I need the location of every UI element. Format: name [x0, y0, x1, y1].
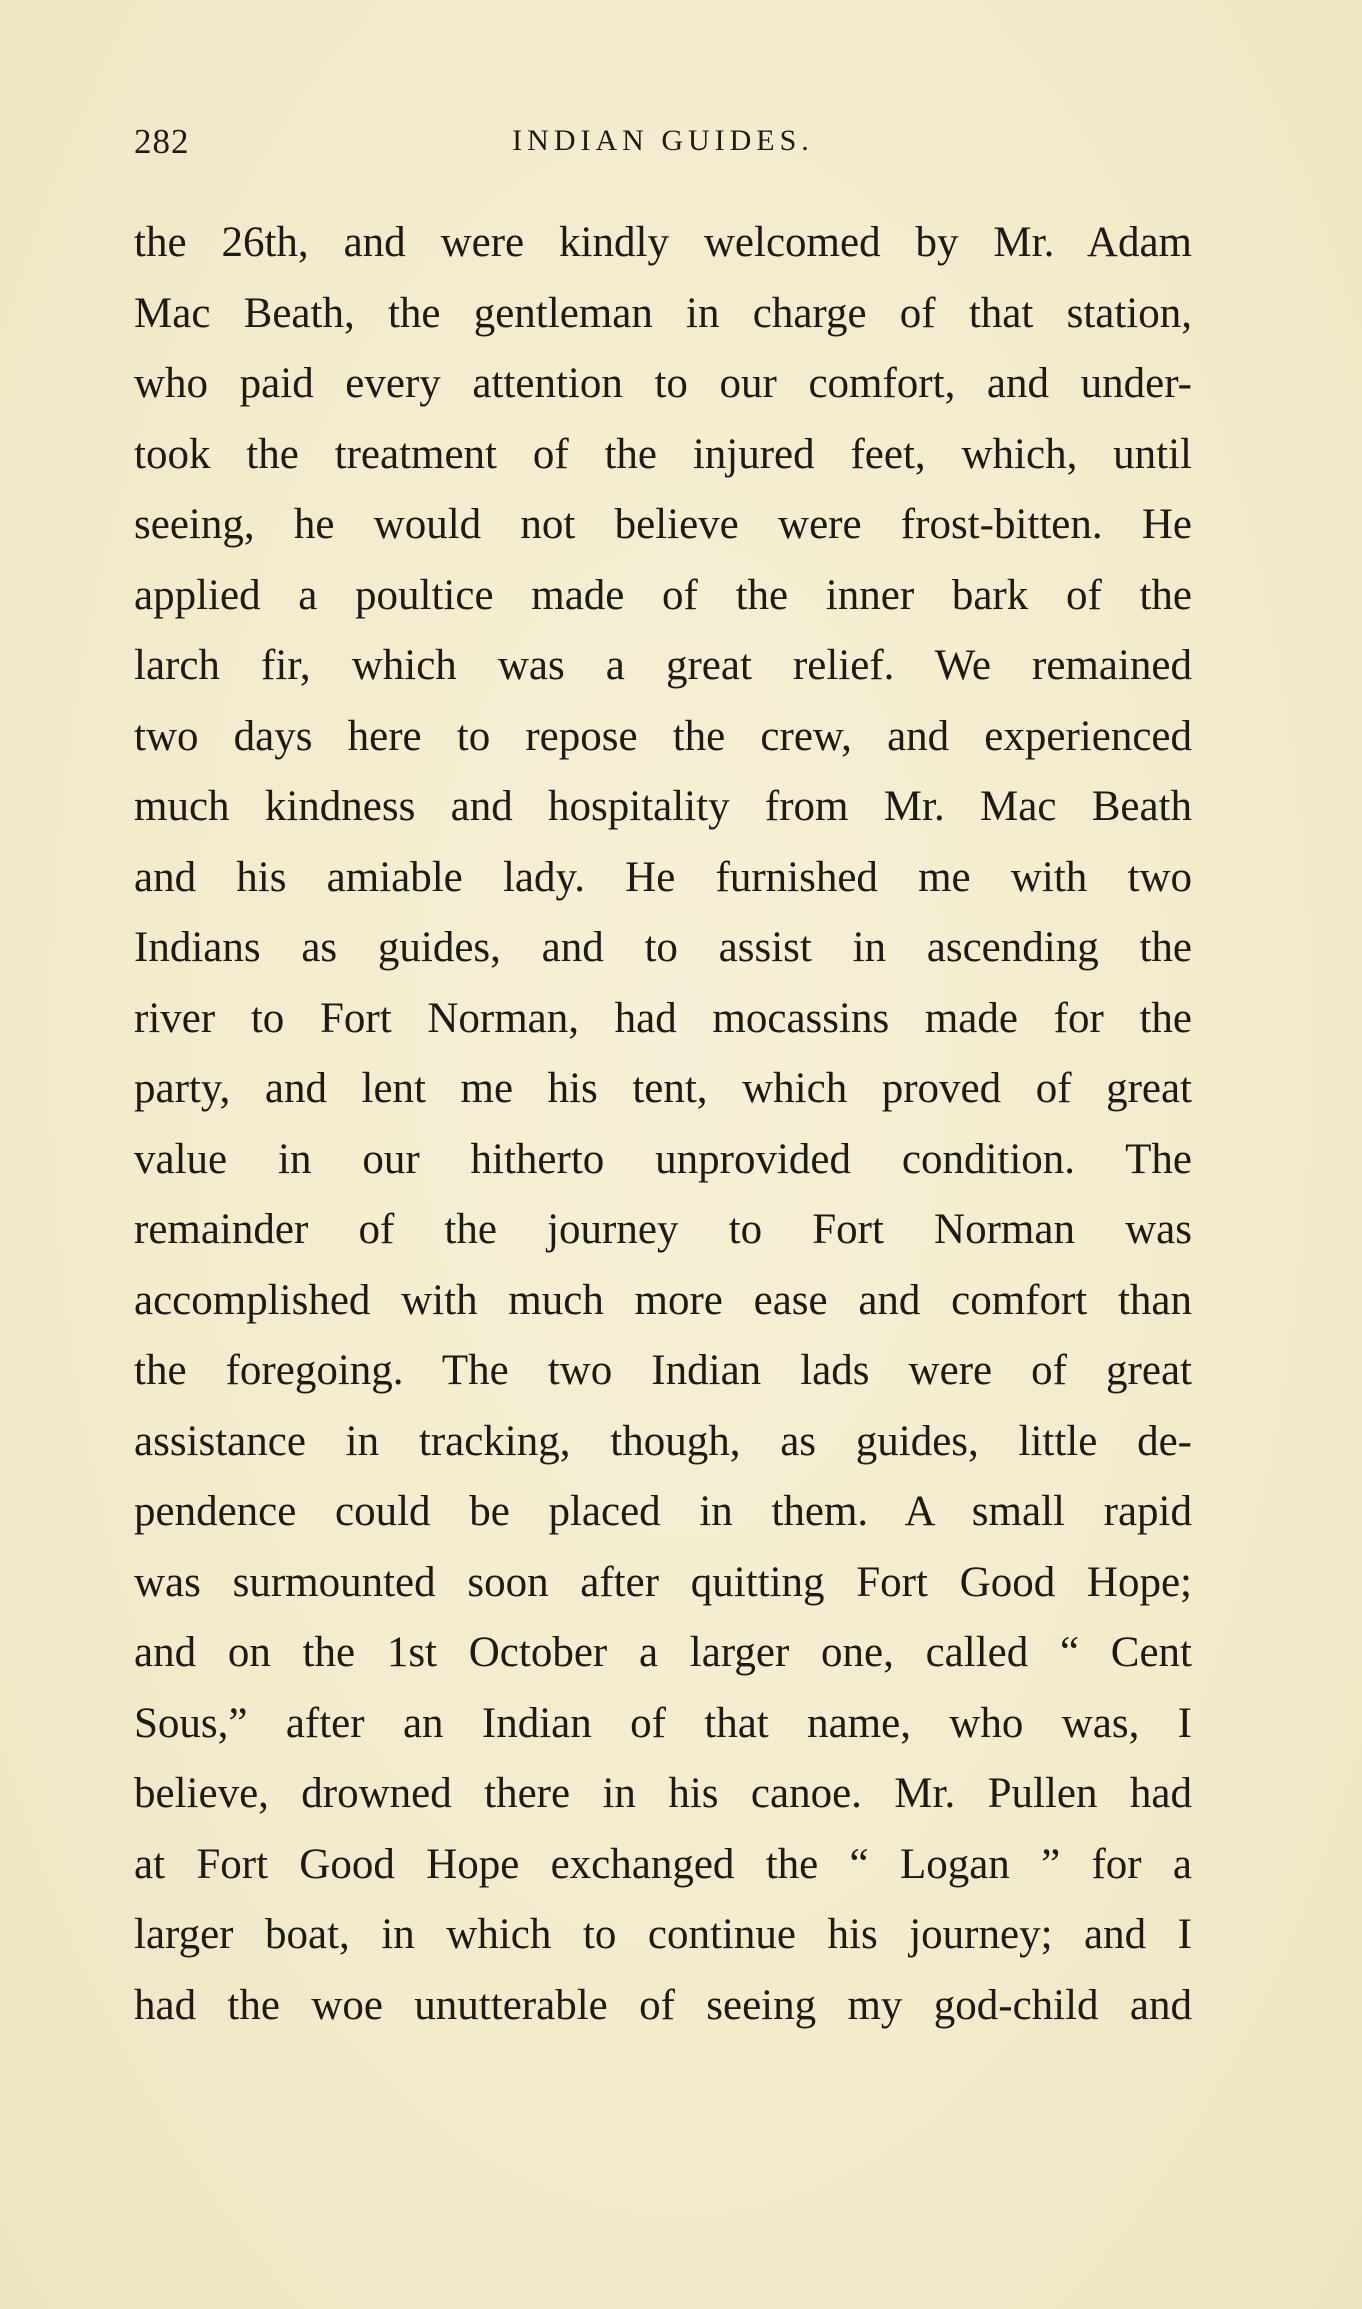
text-line: remainder of the journey to Fort Norman was	[134, 1206, 1192, 1253]
text-line: had the woe unutterable of seeing my god-child and	[134, 1981, 1192, 2029]
text-line: party, and lent me his tent, which proved of great	[134, 1065, 1192, 1112]
body-text	[134, 208, 1192, 2041]
text-line: applied a poultice made of the inner bark of the	[134, 571, 1192, 619]
text-line: Indians as guides, and to assist in ascending the	[134, 924, 1192, 971]
text-line: pendence could be placed in them. A small rapid	[134, 1488, 1192, 1535]
text-line: value in our hitherto unprovided condition. The	[134, 1135, 1192, 1183]
text-line: was surmounted soon after quitting Fort Good Hope;	[134, 1558, 1192, 1606]
text-line: believe, drowned there in his canoe. Mr. Pullen had	[134, 1770, 1192, 1817]
text-line: the 26th, and were kindly welcomed by Mr. Adam	[134, 219, 1192, 266]
text-line: larch fir, which was a great relief. We remained	[134, 642, 1192, 689]
running-head: INDIAN GUIDES.	[512, 124, 814, 157]
text-line: who paid every attention to our comfort, and under-	[134, 360, 1192, 407]
text-line: river to Fort Norman, had mocassins made for the	[134, 994, 1192, 1042]
text-line: Sous,” after an Indian of that name, who was, I	[134, 1699, 1192, 1747]
text-line: accomplished with much more ease and comfort than	[134, 1276, 1192, 1324]
page-header	[134, 122, 1192, 172]
text-line: and his amiable lady. He furnished me with two	[134, 853, 1192, 901]
text-line: and on the 1st October a larger one, called “ Cent	[134, 1629, 1192, 1676]
text-line: two days here to repose the crew, and experienced	[134, 712, 1192, 760]
text-line: Mac Beath, the gentleman in charge of that station,	[134, 289, 1192, 337]
text-line: took the treatment of the injured feet, which, until	[134, 430, 1192, 478]
text-line: much kindness and hospitality from Mr. Mac Beath	[134, 783, 1192, 830]
text-line: assistance in tracking, though, as guides, little de-	[134, 1417, 1192, 1465]
page-number: 282	[134, 122, 190, 161]
text-line: larger boat, in which to continue his journey; and I	[134, 1911, 1192, 1958]
text-line: seeing, he would not believe were frost-bitten. He	[134, 501, 1192, 548]
text-line: at Fort Good Hope exchanged the “ Logan ” for a	[134, 1840, 1192, 1888]
text-line: the foregoing. The two Indian lads were of great	[134, 1347, 1192, 1394]
